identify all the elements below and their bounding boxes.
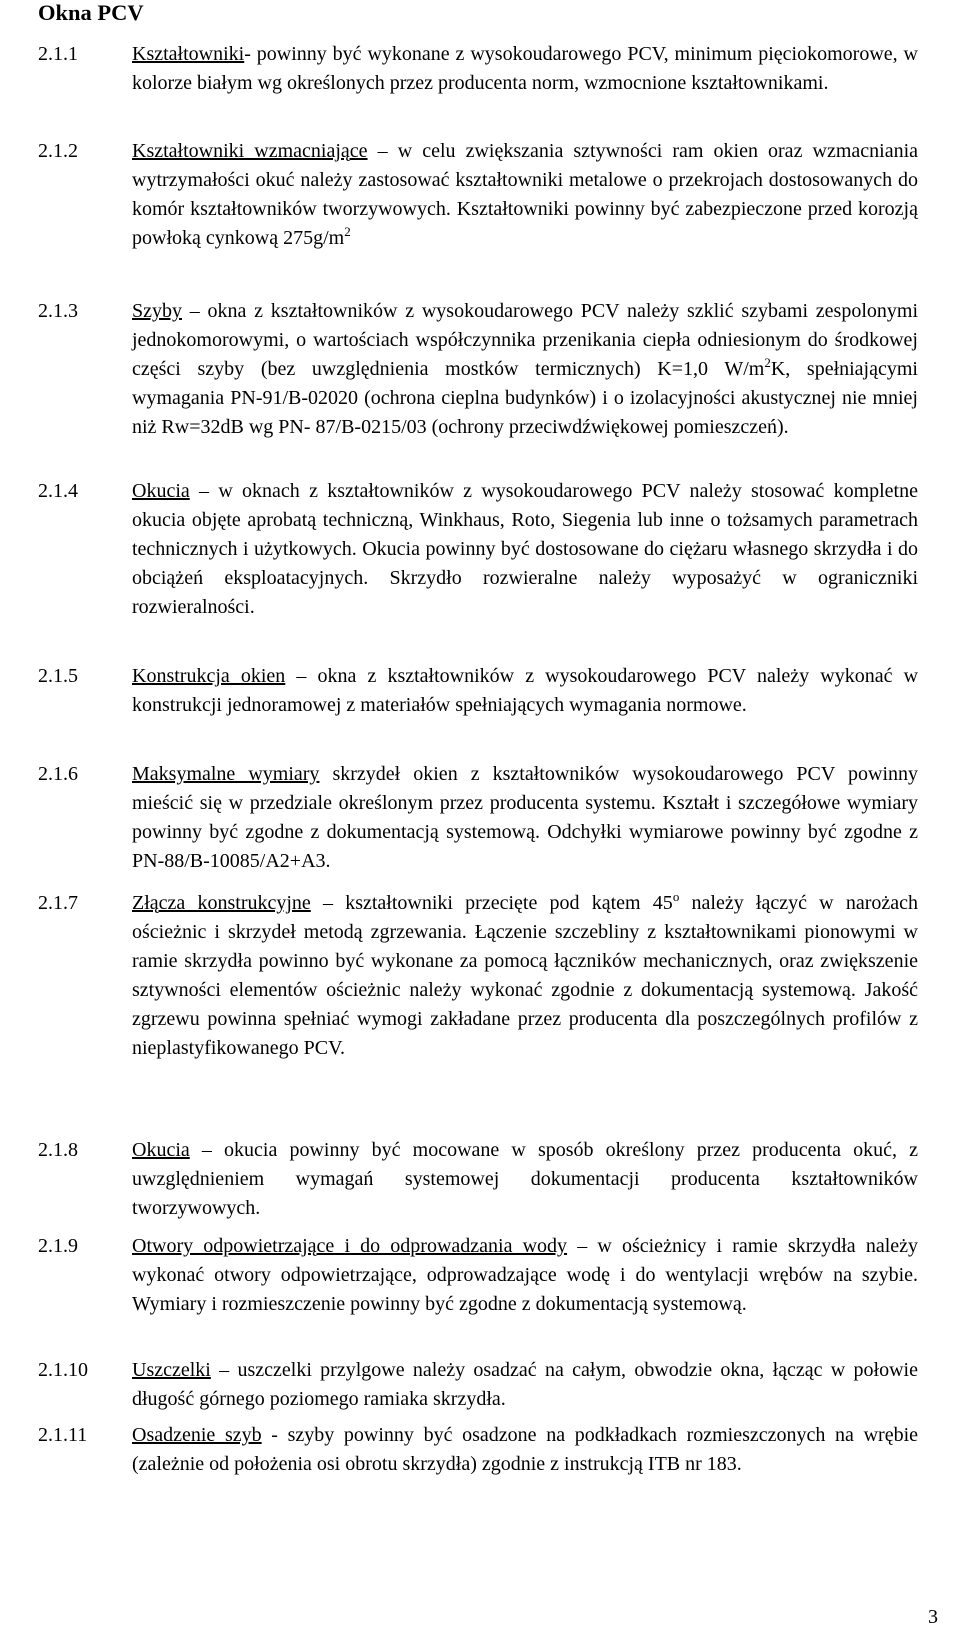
clause-text: okna z kształtowników z wysokoudarowego PCV należy szklić szybami zespolonymi jednokomorowymi, o wartościach współczynnika przenikania ciepła odniesionym do środkowej części szyby (bez uwzględnienia mostków termicznych) K=1,0 W/m xyxy=(132,300,919,380)
clause-text: w celu zwiększania sztywności ram okien oraz wzmacniania wytrzymałości okuć należy zastosować kształtowniki metalowe o przekrojach dostosowanych do komór kształtowników tworzywowych. Kształtowniki powinny być zabezpieczone przed korozją powłoką cynkową 275g/m xyxy=(132,140,919,249)
clause-number: 2.1.8 xyxy=(38,1139,78,1161)
clause-separator: – xyxy=(182,300,208,322)
clause-separator: – xyxy=(567,1235,598,1257)
clause-separator: – xyxy=(189,480,219,502)
section-heading: Okna PCV xyxy=(38,0,144,25)
clause-body xyxy=(132,1356,918,1414)
clause-separator: – xyxy=(210,1359,238,1381)
clause-body xyxy=(132,1421,918,1479)
superscript: 2 xyxy=(344,224,351,239)
clause-title: Maksymalne wymiary xyxy=(132,763,320,785)
clause-body xyxy=(132,662,918,720)
clause-number: 2.1.5 xyxy=(38,665,78,687)
clause-separator: – xyxy=(310,892,346,914)
clause-text-cont: należy łączyć w narożach ościeżnic i skrzydeł metodą zgrzewania. Łączenie szczebliny z kształtownikami pionowymi w ramie skrzydła powinno być wykonane za pomocą łączników mechanicznych, oraz zwiększenie sztywności elementów ościeżnic należy wykonać zgodnie z dokumentacją systemową. Jakość zgrzewu powinna spełniać wymogi zakładane przez producenta dla poszczególnych profilów z nieplastyfikowanego PCV. xyxy=(132,892,918,1059)
clause-text: kształtowniki przecięte pod kątem 45 xyxy=(345,892,673,914)
clause-title: Osadzenie szyb xyxy=(132,1424,262,1446)
clause-title: Konstrukcja okien xyxy=(132,665,286,687)
clause-number: 2.1.10 xyxy=(38,1359,88,1381)
clause-body xyxy=(132,1232,918,1319)
superscript: o xyxy=(672,889,680,904)
clause-separator: – xyxy=(285,665,318,687)
clause-title: Złącza konstrukcyjne xyxy=(132,892,311,914)
clause-title: Okucia xyxy=(132,480,190,502)
clause-separator: - xyxy=(244,43,257,65)
clause-title: Szyby xyxy=(132,300,182,322)
clause-title: Kształtowniki xyxy=(132,43,245,65)
clause-body xyxy=(132,889,918,1063)
clause-text: okna z kształtowników z wysokoudarowego PCV należy wykonać w konstrukcji jednoramowej z materiałów spełniających wymagania normowe. xyxy=(132,665,919,716)
clause-text: uszczelki przylgowe należy osadzać na całym, obwodzie okna, łącząc w połowie długość górnego poziomego ramiaka skrzydła. xyxy=(132,1359,918,1410)
clause-text: powinny być wykonane z wysokoudarowego PCV, minimum pięciokomorowe, w kolorze białym wg określonych przez producenta norm, wzmocnione kształtownikami. xyxy=(132,43,918,94)
clause-text: szyby powinny być osadzone na podkładkach rozmieszczonych na wrębie (zależnie od położenia osi obrotu skrzydła) zgodnie z instrukcją ITB nr 183. xyxy=(132,1424,919,1475)
clause-title: Okucia xyxy=(132,1139,190,1161)
clause-text: okucia powinny być mocowane w sposób określony przez producenta okuć, z uwzględnieniem wymagań systemowej dokumentacji producenta kształtowników tworzywowych. xyxy=(132,1139,918,1219)
clause-body xyxy=(132,760,918,876)
clause-number: 2.1.4 xyxy=(38,480,78,502)
clause-text: w ościeżnicy i ramie skrzydła należy wykonać otwory odpowietrzające, odprowadzające wodę i do wentylacji wrębów na szybie. Wymiary i rozmieszczenie powinny być zgodne z dokumentacją systemową. xyxy=(132,1235,919,1315)
clause-number: 2.1.1 xyxy=(38,43,78,65)
clause-number: 2.1.11 xyxy=(38,1424,88,1446)
clause-title: Uszczelki xyxy=(132,1359,211,1381)
clause-title: Otwory odpowietrzające i do odprowadzania wody xyxy=(132,1235,568,1257)
clause-text-cont: K, spełniającymi wymagania PN-91/B-02020 (ochrona cieplna budynków) i o izolacyjności akustycznej nie mniej niż Rw=32dB wg PN- 87/B-0215/03 (ochrony przeciwdźwiękowej pomieszczeń). xyxy=(132,358,918,438)
clause-number: 2.1.7 xyxy=(38,892,78,914)
clause-body xyxy=(132,297,918,442)
page-number: 3 xyxy=(928,1606,938,1628)
clause-text: w oknach z kształtowników z wysokoudarowego PCV należy stosować kompletne okucia objęte aprobatą techniczną, Winkhaus, Roto, Siegenia lub inne o tożsamych parametrach technicznych i użytkowych. Okucia powinny być dostosowane do ciężaru własnego skrzydła i do obciążeń eksploatacyjnych. Skrzydło rozwieralne należy wyposażyć w ograniczniki rozwieralności. xyxy=(132,480,918,618)
clause-title: Kształtowniki wzmacniające xyxy=(132,140,368,162)
clause-body xyxy=(132,137,918,253)
clause-separator: - xyxy=(261,1424,288,1446)
clause-body xyxy=(132,477,918,622)
clause-separator: – xyxy=(189,1139,225,1161)
clause-number: 2.1.3 xyxy=(38,300,78,322)
clause-number: 2.1.2 xyxy=(38,140,78,162)
clause-number: 2.1.9 xyxy=(38,1235,78,1257)
clause-number: 2.1.6 xyxy=(38,763,78,785)
clause-text: skrzydeł okien z kształtowników wysokoudarowego PCV powinny mieścić się w przedziale określonym przez producenta systemu. Kształt i szczegółowe wymiary powinny być zgodne z dokumentacją systemową. Odchyłki wymiarowe powinny być zgodne z PN-88/B-10085/A2+A3. xyxy=(132,763,918,872)
clause-separator xyxy=(319,763,332,785)
clause-separator: – xyxy=(367,140,398,162)
clause-body xyxy=(132,1136,918,1223)
clause-body xyxy=(132,40,918,98)
superscript: 2 xyxy=(764,355,771,370)
